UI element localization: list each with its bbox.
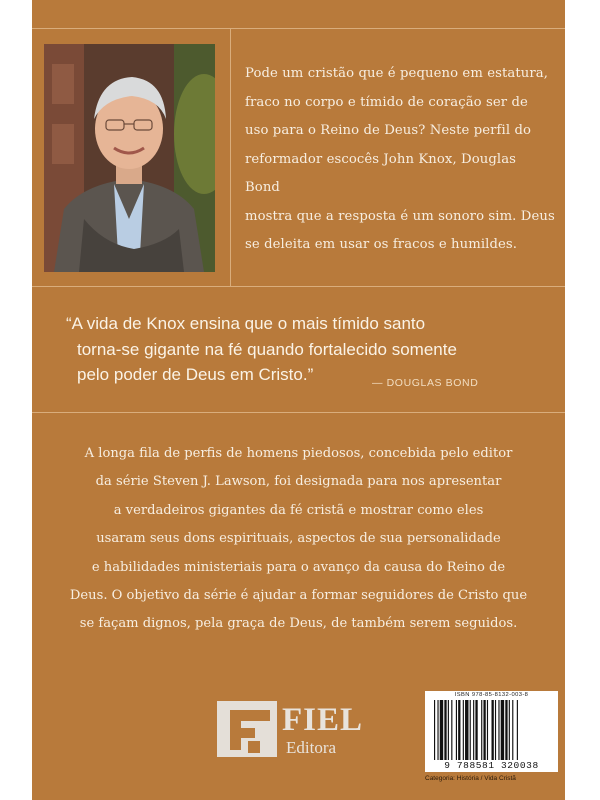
series-description xyxy=(32,440,565,639)
top-rule xyxy=(32,28,565,29)
description-line: Deus. O objetivo da série é ajudar a formar seguidores de Cristo que xyxy=(69,588,528,604)
publisher-subtitle: Editora xyxy=(286,738,337,757)
quote-author: — DOUGLAS BOND xyxy=(372,377,479,389)
barcode-number: 9 788581 320038 xyxy=(444,760,539,771)
bio-line: reformador escocês John Knox, Douglas Bond xyxy=(245,151,517,195)
author-photo xyxy=(44,44,215,272)
barcode-bars xyxy=(432,700,552,760)
quote-line: “A vida de Knox ensina que o mais tímido santo xyxy=(66,314,426,333)
bio-line: Pode um cristão que é pequeno em estatura, xyxy=(245,66,548,81)
photo-divider xyxy=(230,28,231,286)
bio-line: fraco no corpo e tímido de coração ser de xyxy=(245,94,528,110)
bio-line: uso para o Reino de Deus? Neste perfil do xyxy=(245,123,532,138)
rule-below-quote xyxy=(32,412,565,413)
description-line: A longa fila de perfis de homens piedosos, concebida pelo editor xyxy=(84,446,513,461)
category-label: Categoria: História / Vida Cristã xyxy=(425,775,516,782)
description-line: e habilidades ministeriais para o avanço da causa do Reino de xyxy=(91,559,506,575)
fiel-logo-icon xyxy=(217,701,277,757)
publisher-name: FIEL xyxy=(282,702,364,738)
book-back-cover xyxy=(32,0,565,800)
barcode xyxy=(425,691,558,772)
quote-line: pelo poder de Deus em Cristo.” xyxy=(77,365,314,385)
isbn-label: ISBN 978-85-8132-003-8 xyxy=(454,692,529,698)
description-line: se façam dignos, pela graça de Deus, de também serem seguidos. xyxy=(79,616,518,632)
description-line: usaram seus dons espirituais, aspectos de sua personalidade xyxy=(96,531,501,547)
rule-above-quote xyxy=(32,286,565,287)
bio-line: se deleita em usar os fracos e humildes. xyxy=(245,237,518,252)
description-line: da série Steven J. Lawson, foi designada para nos apresentar xyxy=(95,474,502,490)
description-line: a verdadeiros gigantes da fé cristã e mostrar como eles xyxy=(113,502,484,518)
quote-line: torna-se gigante na fé quando fortalecido somente xyxy=(77,339,457,359)
bio-line: mostra que a resposta é um sonoro sim. Deus xyxy=(245,208,555,224)
author-bio xyxy=(245,60,555,260)
